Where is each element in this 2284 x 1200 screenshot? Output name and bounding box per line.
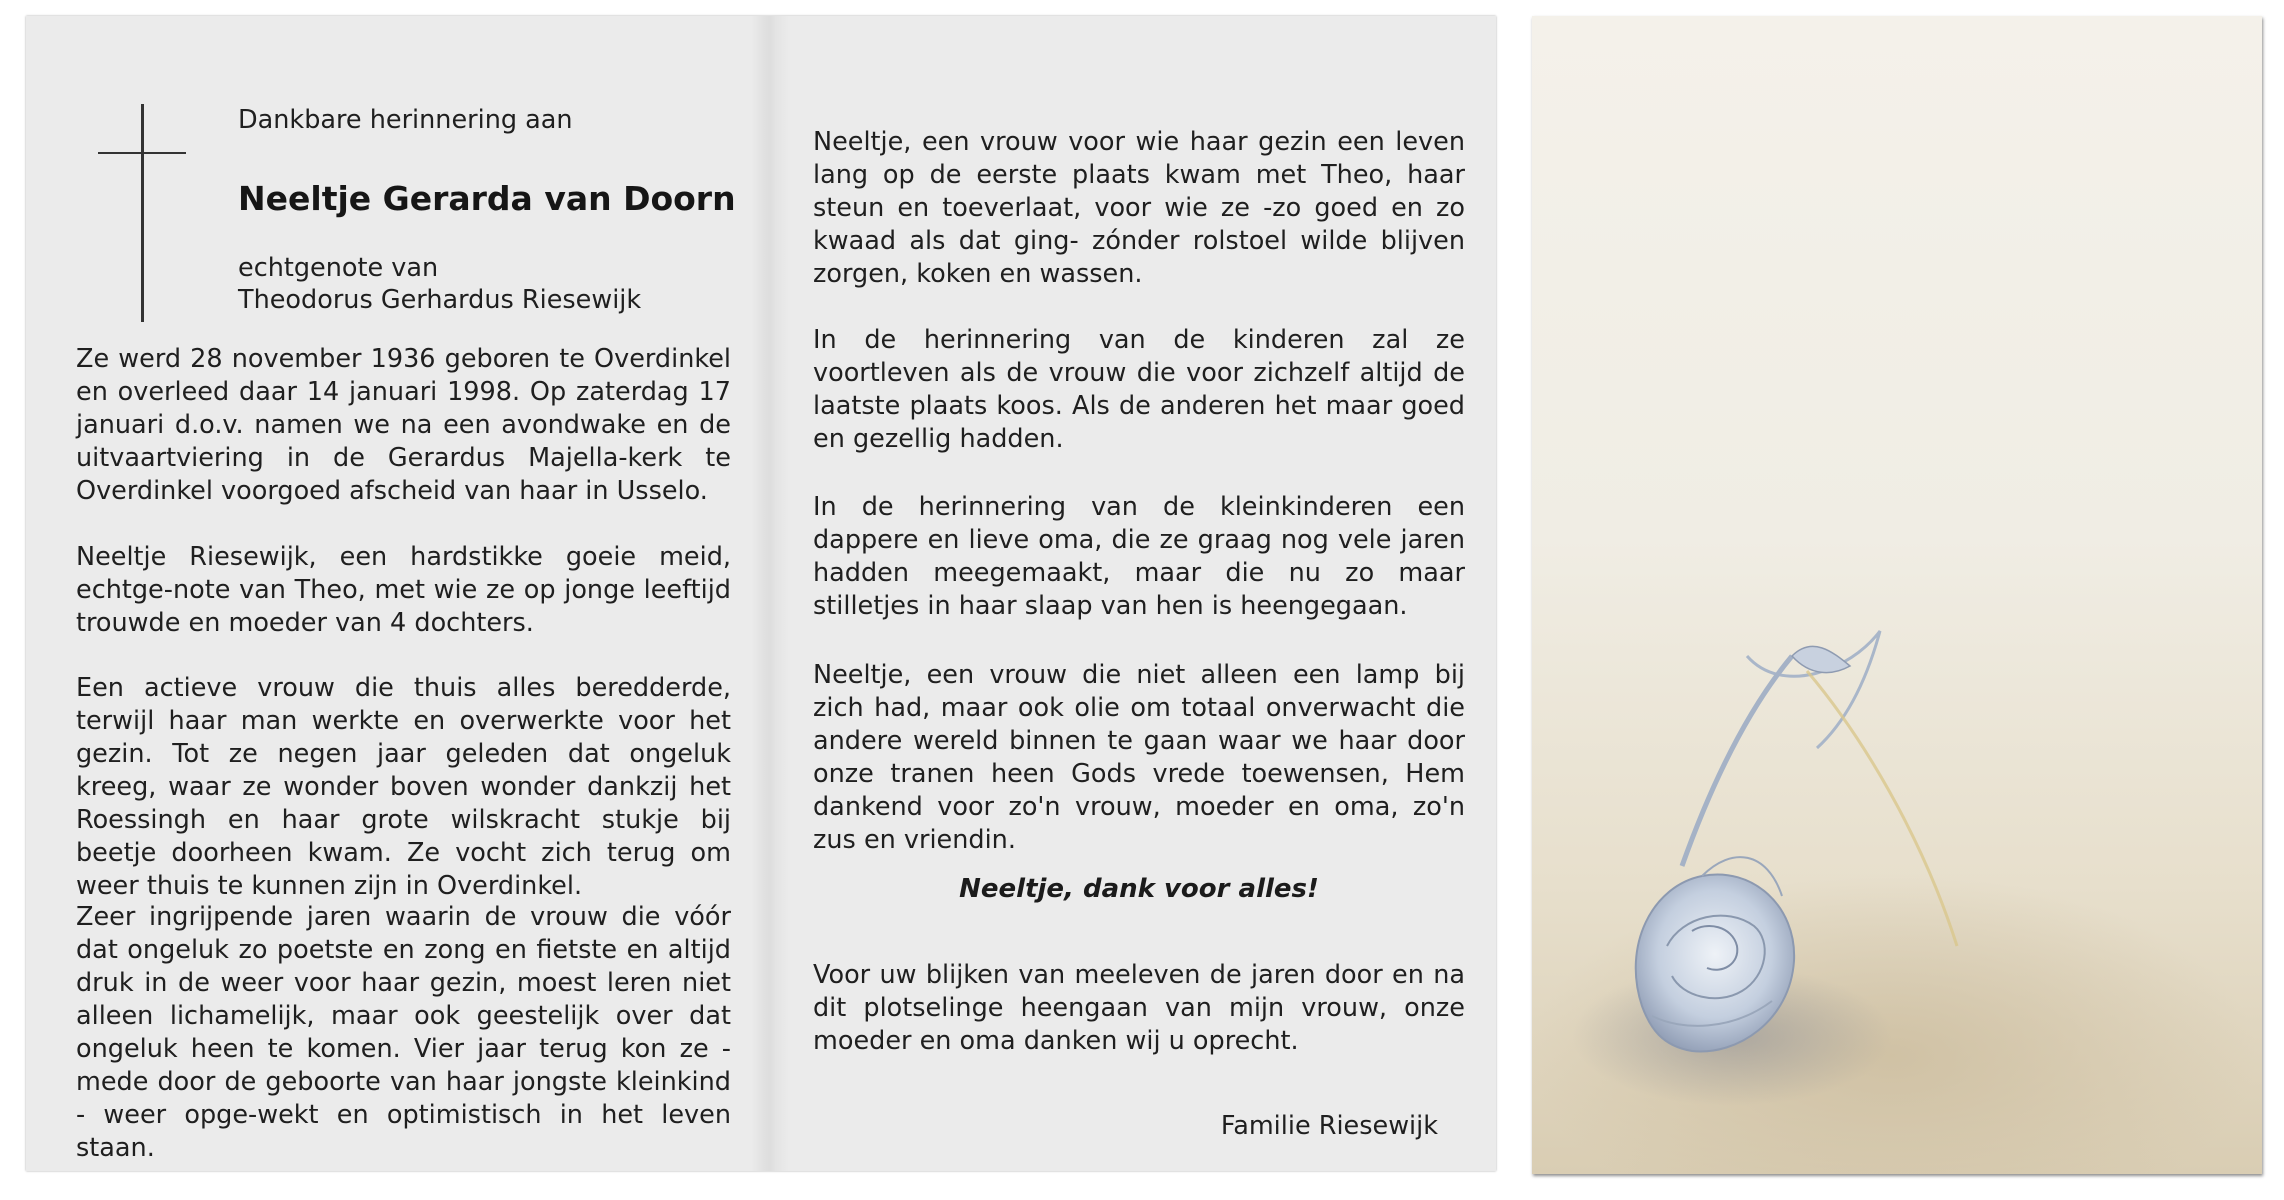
memorial-card-inside bbox=[26, 16, 1496, 1171]
rose-straw bbox=[1807, 671, 1957, 946]
spouse-label: echtgenote van bbox=[238, 253, 439, 283]
spouse-name: Theodorus Gerhardus Riesewijk bbox=[238, 285, 642, 315]
deceased-name: Neeltje Gerarda van Doorn bbox=[238, 179, 736, 218]
paragraph-marriage: Neeltje Riesewijk, een hardstikke goeie meid, echtge-note van Theo, met wie ze op jonge leeftijd trouwde en moeder van 4 dochters. bbox=[76, 542, 731, 638]
paragraph-recovery: Zeer ingrijpende jaren waarin de vrouw die vóór dat ongeluk zo poetste en zong en fietste en altijd druk in de weer voor haar gezin, moest leren niet alleen lichamelijk, maar ook geestelijk over dat ongeluk heen te komen. Vier jaar terug kon ze - mede door de geboorte van haar jongste kleinkind - weer opge-wekt en optimistisch in het leven staan. bbox=[76, 902, 731, 1163]
intro-text: Dankbare herinnering aan bbox=[238, 105, 573, 135]
paragraph-faith: Neeltje, een vrouw die niet alleen een lamp bij zich had, maar ook olie om totaal onverwacht die andere wereld binnen te gaan waar we haar door onze tranen heen Gods vrede toewensen, Hem dankend voor zo'n vrouw, moeder en oma, zo'n zus en vriendin. bbox=[813, 660, 1465, 855]
paragraph-family: Neeltje, een vrouw voor wie haar gezin een leven lang op de eerste plaats kwam met Theo, haar steun en toeverlaat, voor wie ze -zo goed en zo kwaad als dat ging- zónder rolstoel wilde blijven zorgen, koken en wassen. bbox=[813, 127, 1465, 289]
family-signature: Familie Riesewijk bbox=[1220, 1111, 1438, 1141]
paragraph-accident: Een actieve vrouw die thuis alles beredderde, terwijl haar man werkte en overwerkte voor het gezin. Tot ze negen jaar geleden dat ongeluk kreeg, waar ze wonder boven wonder dankzij het Roessingh en haar grote wilskracht stukje bij beetje doorheen kwam. Ze vocht zich terug om weer thuis te kunnen zijn in Overdinkel. bbox=[76, 673, 731, 901]
rose-illustration bbox=[1532, 16, 2262, 1174]
rose-leaf bbox=[1792, 646, 1850, 672]
closing-line: Neeltje, dank voor alles! bbox=[959, 874, 1319, 904]
cross-icon-vertical bbox=[141, 104, 144, 322]
paragraph-birth-death: Ze werd 28 november 1936 geboren te Overdinkel en overleed daar 14 januari 1998. Op zaterdag 17 januari d.o.v. namen we na een avondwake en de uitvaartviering in de Gerardus Majella-kerk te Overdinkel voorgoed afscheid van haar in Usselo. bbox=[76, 344, 731, 506]
memorial-card-cover bbox=[1532, 16, 2262, 1174]
cross-icon-horizontal bbox=[98, 152, 186, 154]
paragraph-grandchildren: In de herinnering van de kleinkinderen een dappere en lieve oma, die ze graag nog vele jaren hadden meegemaakt, maar die nu zo maar stilletjes in haar slaap van hen is heengegaan. bbox=[813, 492, 1465, 621]
thanks-paragraph: Voor uw blijken van meeleven de jaren door en na dit plotselinge heengaan van mijn vrouw, onze moeder en oma danken wij u oprecht. bbox=[813, 960, 1465, 1056]
card-fold bbox=[751, 16, 789, 1171]
rose-stem bbox=[1682, 656, 1792, 866]
paragraph-children: In de herinnering van de kinderen zal ze voortleven als de vrouw die voor zichzelf altijd de laatste plaats koos. Als de anderen het maar goed en gezellig hadden. bbox=[813, 325, 1465, 454]
